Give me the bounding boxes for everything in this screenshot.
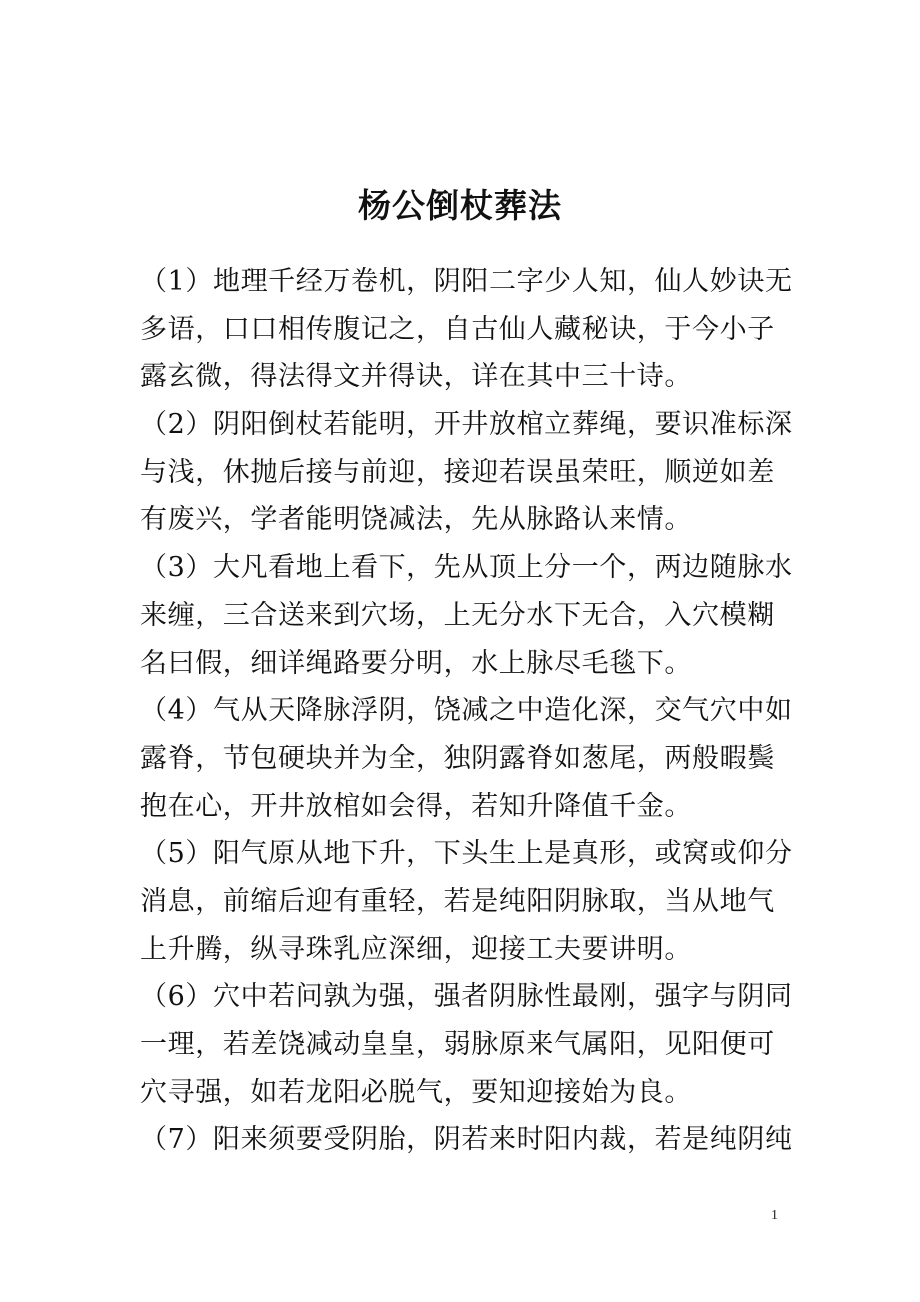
document-body xyxy=(140,258,793,1164)
text-line: 有废兴，学者能明饶减法，先从脉路认来情。 xyxy=(140,504,692,536)
text-line: （6）穴中若问孰为强，强者阴脉性最刚，强字与阴同 xyxy=(140,981,793,1013)
paragraph-7 xyxy=(140,1116,793,1164)
text-line: 抱在心，开井放棺如会得，若知升降值千金。 xyxy=(140,790,692,822)
text-line: 露玄微，得法得文并得诀，详在其中三十诗。 xyxy=(140,361,692,393)
text-line: （5）阳气原从地下升，下头生上是真形，或窝或仰分 xyxy=(140,838,793,870)
text-line: （1）地理千经万卷机，阴阳二字少人知，仙人妙诀无 xyxy=(140,266,793,297)
text-line: 一理，若差饶减动皇皇，弱脉原来气属阳，见阳便可 xyxy=(140,1029,775,1060)
text-line: （7）阳来须要受阴胎，阴若来时阳内裁，若是纯阴纯 xyxy=(140,1124,793,1156)
text-line: 消息，前缩后迎有重轻，若是纯阳阴脉取，当从地气 xyxy=(140,885,775,917)
paragraph-4 xyxy=(140,687,793,830)
text-line: （4）气从天降脉浮阴，饶减之中造化深，交气穴中如 xyxy=(140,695,793,727)
text-line: 多语，口口相传腹记之，自古仙人藏秘诀，于今小子 xyxy=(140,313,775,345)
paragraph-5 xyxy=(140,830,793,973)
page-number: 1 xyxy=(771,1208,778,1223)
text-line: 露脊，节包硬块并为全，独阴露脊如葱尾，两般暇鬓 xyxy=(140,742,775,774)
text-line: 上升腾，纵寻珠乳应深细，迎接工夫要讲明。 xyxy=(140,933,692,965)
text-line: 来缠，三合送来到穴场，上无分水下无合，入穴模糊 xyxy=(140,599,775,631)
text-line: （2）阴阳倒杖若能明，开井放棺立葬绳，要识准标深 xyxy=(140,409,793,441)
text-line: 与浅，休抛后接与前迎，接迎若误虽荣旺，顺逆如差 xyxy=(140,456,775,488)
document-title: 杨公倒杖葬法 xyxy=(358,186,562,226)
text-line: 名曰假，细详绳路要分明，水上脉尽毛毯下。 xyxy=(140,647,692,679)
paragraph-1 xyxy=(140,258,793,401)
paragraph-2 xyxy=(140,401,793,544)
text-line: 穴寻强，如若龙阳必脱气，要知迎接始为良。 xyxy=(140,1076,692,1108)
paragraph-3 xyxy=(140,544,793,687)
paragraph-6 xyxy=(140,973,793,1116)
text-line: （3）大凡看地上看下，先从顶上分一个，两边随脉水 xyxy=(140,552,793,584)
